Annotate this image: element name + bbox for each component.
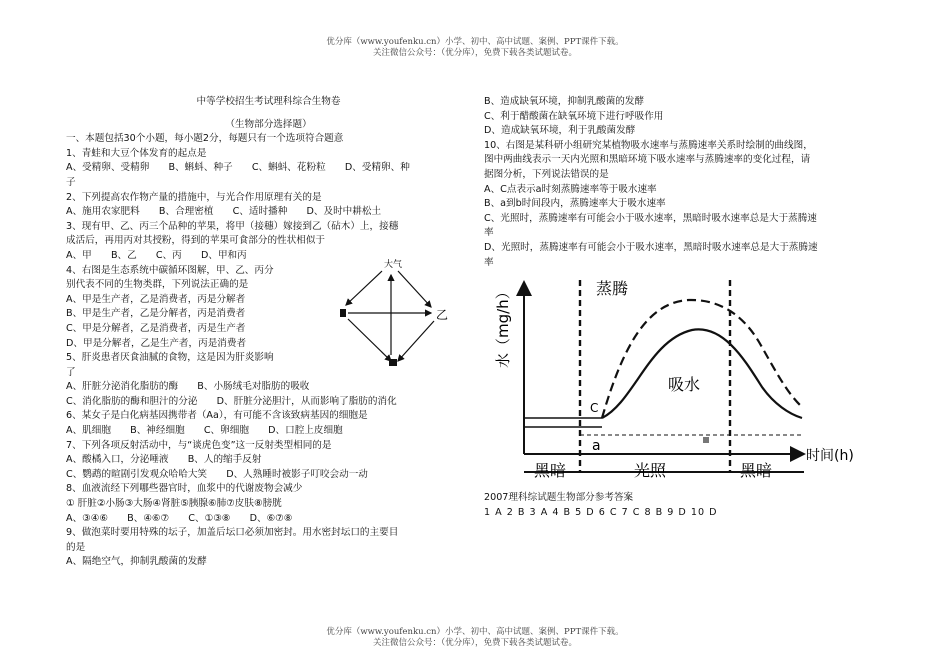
question-line: 率 xyxy=(484,256,494,268)
region-label: 光照 xyxy=(634,461,667,480)
question-line: 成活后，再用丙对其授粉，得到的苹果可食部分的性状相似于 xyxy=(66,235,326,247)
exam-title: 中等学校招生考试理科综合生物卷 xyxy=(196,96,341,107)
question-line: 别代表不同的生物类群，下列说法正确的是 xyxy=(66,279,249,291)
header-line-1: 优分库（www.youfenku.cn）小学、初中、高中试题、案例、PPT课件下载。 xyxy=(326,37,624,47)
question-line: C、消化脂肪的酶和胆汁的分泌 D、肝脏分泌胆汁，从而影响了脂肪的消化 xyxy=(66,395,397,407)
question-line: C、利于醋酸菌在缺氧环境下进行呼吸作用 xyxy=(484,110,664,122)
question-line: B、a到b时间段内，蒸腾速率大于吸水速率 xyxy=(484,198,666,210)
diagram-top-label: 大气 xyxy=(384,260,403,270)
question-line: 的是 xyxy=(66,541,86,553)
question-line: 5、肝炎患者厌食油腻的食物，这是因为肝炎影响 xyxy=(66,352,274,364)
question-line: 图中两曲线表示一天内光照和黑暗环境下吸水速率与蒸腾速率的变化过程，请 xyxy=(484,154,811,166)
series-absorption xyxy=(602,329,802,418)
answer-key: 1 A 2 B 3 A 4 B 5 D 6 C 7 C 8 B 9 D 10 D xyxy=(484,506,718,518)
spacer xyxy=(66,110,471,118)
carbon-cycle-diagram xyxy=(336,255,456,375)
question-line: D、造成缺氧环境，利于乳酸菌发酵 xyxy=(484,125,636,137)
arrow-air-to-right xyxy=(398,271,431,307)
question-line: C、甲是分解者，乙是消费者，丙是生产者 xyxy=(66,322,246,334)
question-line: 7、下列各项反射活动中，与“谈虎色变”这一反射类型相同的是 xyxy=(66,439,332,451)
question-line: A、肌细胞 B、神经细胞 C、卵细胞 D、口腔上皮细胞 xyxy=(66,425,343,437)
question-line: A、肝脏分泌消化脂肪的酶 B、小肠绒毛对脂肪的吸收 xyxy=(66,381,310,393)
series-label-absorption: 吸水 xyxy=(668,375,701,394)
page-header xyxy=(0,37,950,59)
section-intro: 一、本题包括30个小题，每小题2分，每题只有一个选项符合题意 xyxy=(66,133,344,145)
question-line: 子 xyxy=(66,176,76,188)
header-line-2: 关注微信公众号：（优分库），免费下载各类试题试卷。 xyxy=(372,48,577,58)
page-footer xyxy=(0,627,950,649)
arrow-left-to-bottom xyxy=(348,319,391,361)
question-line: 了 xyxy=(66,366,76,378)
question-line: C、光照时，蒸腾速率有可能会小于吸水速率，黑暗时吸水速率总是大于蒸腾速 xyxy=(484,212,817,224)
question-line: A、酸橘入口，分泌唾液 B、人的缩手反射 xyxy=(66,454,262,466)
x-axis-label: 时间(h) xyxy=(806,448,854,464)
question-line: A、施用农家肥料 B、合理密植 C、适时播种 D、及时中耕松土 xyxy=(66,206,382,218)
series-label-transpiration: 蒸腾 xyxy=(596,279,629,298)
question-line: 率 xyxy=(484,227,494,239)
y-axis-label: 水（mg/h） xyxy=(494,284,512,368)
question-line: B、造成缺氧环境，抑制乳酸菌的发酵 xyxy=(484,96,645,107)
point-marker-b xyxy=(703,437,709,443)
question-line: 3、现有甲、乙、丙三个品种的苹果，将甲（接穗）嫁接到乙（砧木）上，接穗 xyxy=(66,220,399,232)
diagram-right-label: 乙 xyxy=(436,308,449,322)
question-line: D、甲是分解者，乙是生产者，丙是消费者 xyxy=(66,337,247,349)
question-line: A、甲 B、乙 C、丙 D、甲和丙 xyxy=(66,249,247,261)
region-label: 黑暗 xyxy=(740,461,773,480)
question-line: 6、某女子是白化病基因携带者（Aa），有可能不含该致病基因的细胞是 xyxy=(66,410,368,422)
arrow-right-to-bottom xyxy=(398,321,434,361)
question-line: C、鹦鹉的暄剧引发观众哈哈大笑 D、人熟睡时被影子叮咬会动一动 xyxy=(66,468,368,480)
answer-title: 2007理科综试题生物部分参考答案 xyxy=(484,492,634,503)
region-label: 黑暗 xyxy=(534,461,567,480)
question-line: ① 肝脏②小肠③大肠④肾脏⑤胰腺⑥肺⑦皮肤⑧膀胱 xyxy=(66,498,282,510)
section-title: （生物部分选择题） xyxy=(225,118,312,130)
arrow-air-to-left xyxy=(346,271,382,305)
footer-line-2: 关注微信公众号：（优分库），免费下载各类试题试卷。 xyxy=(372,638,577,648)
point-label-a: a xyxy=(592,438,601,454)
question-line: A、受精卵、受精卵 B、蝌蚪、种子 C、蝌蚪、花粉粒 D、受精卵、种 xyxy=(66,162,410,174)
answer-section xyxy=(484,491,894,520)
right-column xyxy=(484,95,894,270)
node-bottom-marker xyxy=(389,359,397,366)
question-line: B、甲是生产者，乙是分解者，丙是消费者 xyxy=(66,308,246,320)
question-line: 8、血液流经下列哪些器官时，血浆中的代谢废物会减少 xyxy=(66,483,303,495)
question-line: 2、下列提高农作物产量的措施中，与光合作用原理有关的是 xyxy=(66,191,322,203)
question-line: 9、做泡菜时要用特殊的坛子，加盖后坛口必须加密封。用水密封坛口的主要目 xyxy=(66,527,399,539)
question-line: D、光照时，蒸腾速率有可能会小于吸水速率，黑暗时吸水速率总是大于蒸腾速 xyxy=(484,241,818,253)
node-left-marker xyxy=(340,309,346,317)
point-label-c: C xyxy=(590,401,599,415)
question-line: A、③④⑥ B、④⑥⑦ C、①③⑧ D、⑥⑦⑧ xyxy=(66,512,293,524)
question-line: A、甲是生产者，乙是消费者，丙是分解者 xyxy=(66,293,246,305)
question-line: 1、青蛙和大豆个体发育的起点是 xyxy=(66,147,207,159)
question-line: A、隔绝空气，抑制乳酸菌的发酵 xyxy=(66,556,207,568)
water-chart xyxy=(484,272,884,484)
question-line: A、C点表示a时刻蒸腾速率等于吸水速率 xyxy=(484,183,657,195)
question-line: 4、右图是生态系统中碳循环图解，甲、乙、丙分 xyxy=(66,264,274,276)
footer-line-1: 优分库（www.youfenku.cn）小学、初中、高中试题、案例、PPT课件下载。 xyxy=(326,627,624,637)
question-line: 据图分析，下列说法错误的是 xyxy=(484,168,609,180)
question-line: 10、右图是某科研小组研究某植物吸水速率与蒸腾速率关系时绘制的曲线图， xyxy=(484,139,813,151)
